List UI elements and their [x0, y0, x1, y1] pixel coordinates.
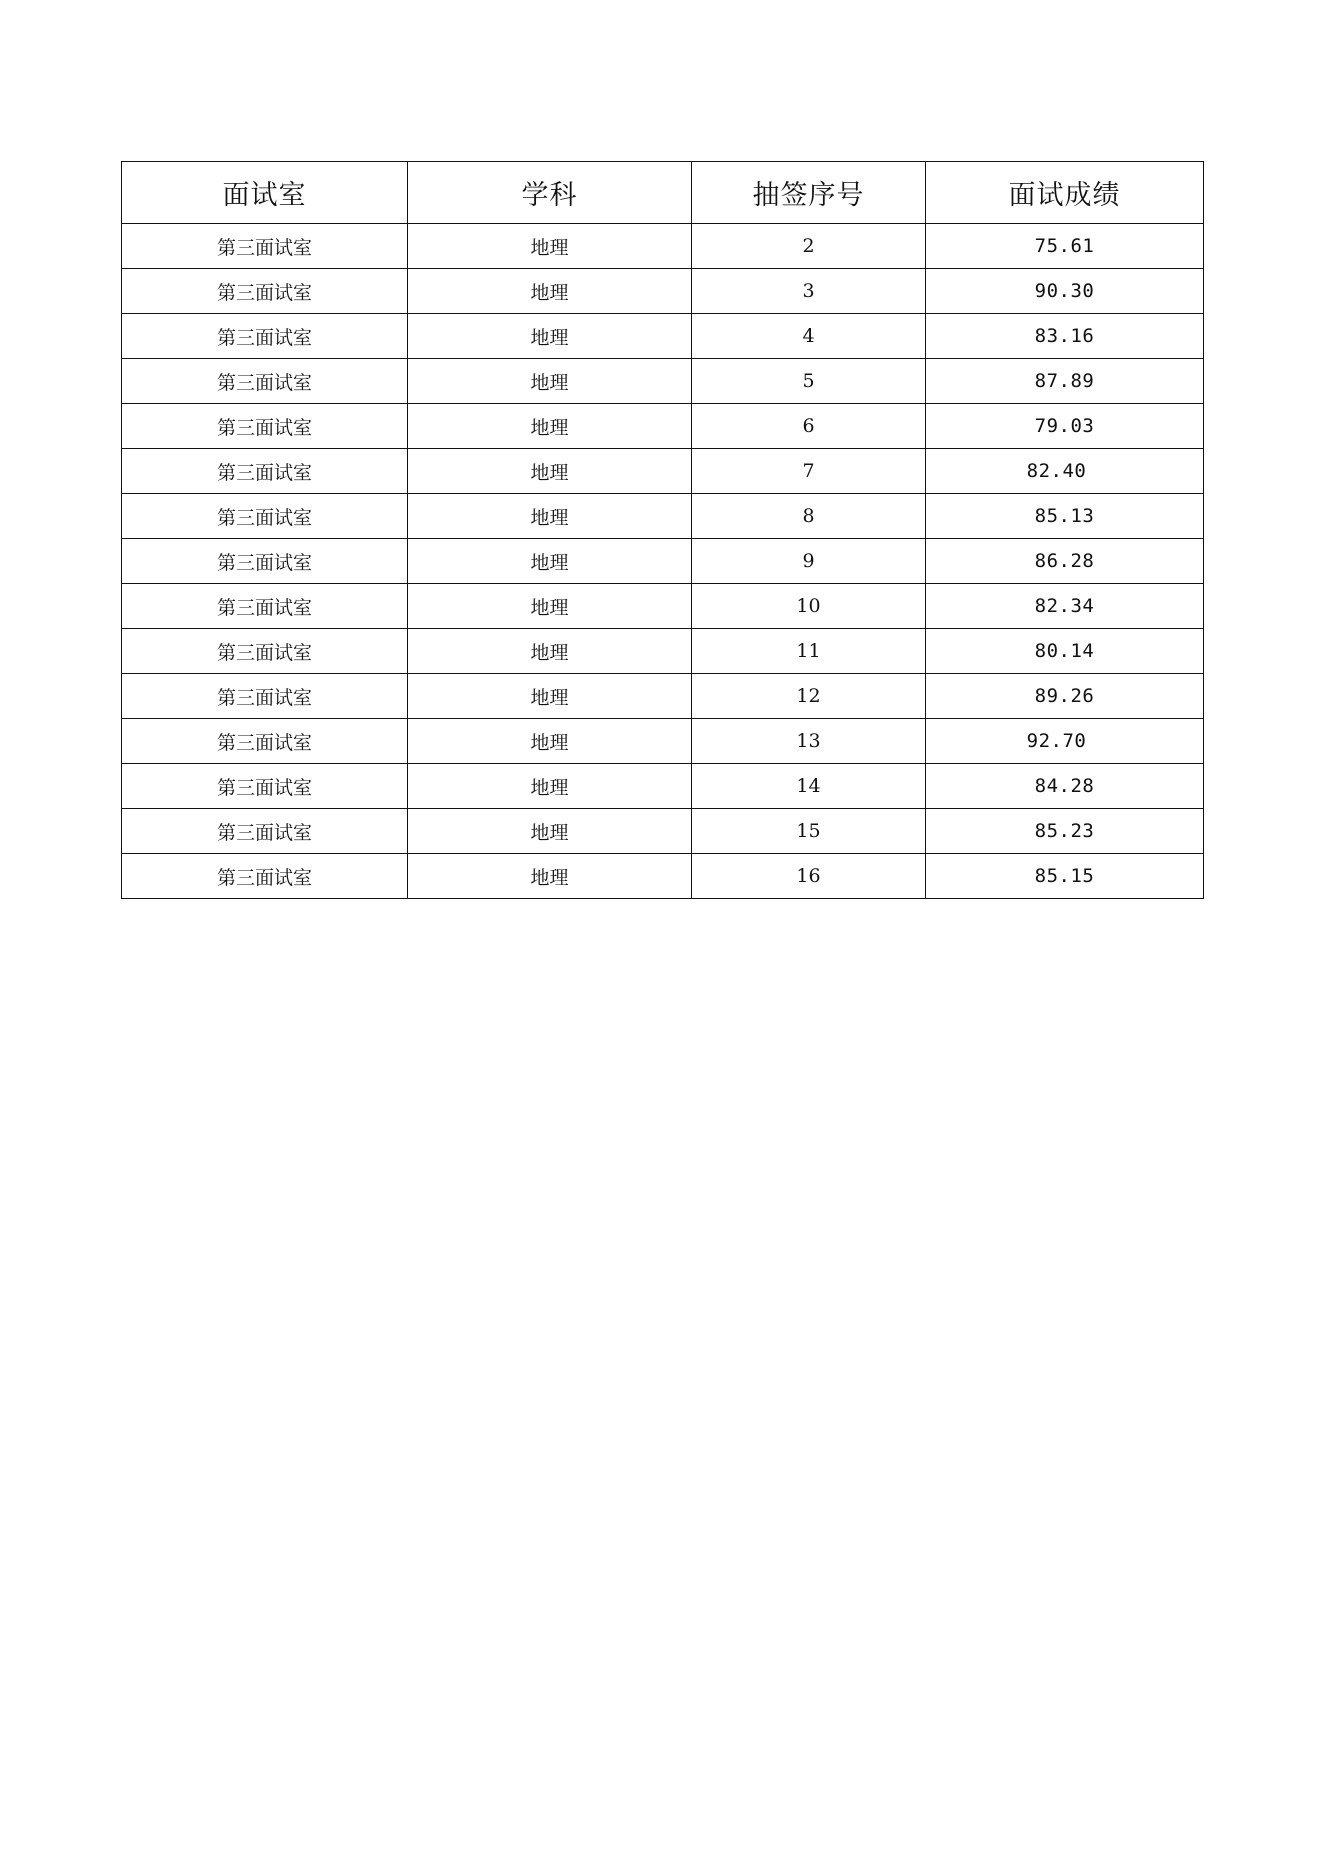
cell-room: 第三面试室 [122, 224, 408, 269]
table-row [122, 314, 1204, 359]
cell-draw-number: 5 [692, 359, 926, 404]
cell-room: 第三面试室 [122, 449, 408, 494]
table-row [122, 674, 1204, 719]
table-row [122, 539, 1204, 584]
cell-room: 第三面试室 [122, 674, 408, 719]
table-body [122, 224, 1204, 899]
cell-draw-number: 11 [692, 629, 926, 674]
score-value: 84.28 [1034, 775, 1095, 797]
cell-score [926, 764, 1204, 809]
cell-draw-number: 4 [692, 314, 926, 359]
cell-room: 第三面试室 [122, 539, 408, 584]
cell-subject: 地理 [408, 854, 692, 899]
cell-score [926, 359, 1204, 404]
cell-room: 第三面试室 [122, 359, 408, 404]
score-value: 82.40 [1026, 460, 1087, 482]
cell-room: 第三面试室 [122, 719, 408, 764]
cell-subject: 地理 [408, 809, 692, 854]
score-value: 90.30 [1034, 280, 1095, 302]
cell-subject: 地理 [408, 629, 692, 674]
cell-subject: 地理 [408, 314, 692, 359]
header-row [122, 162, 1204, 224]
header-score: 面试成绩 [926, 162, 1204, 224]
cell-score [926, 269, 1204, 314]
cell-score [926, 719, 1204, 764]
cell-subject: 地理 [408, 449, 692, 494]
cell-draw-number: 7 [692, 449, 926, 494]
cell-subject: 地理 [408, 674, 692, 719]
table-row [122, 809, 1204, 854]
cell-room: 第三面试室 [122, 764, 408, 809]
table-row [122, 854, 1204, 899]
cell-score [926, 449, 1204, 494]
header-room: 面试室 [122, 162, 408, 224]
cell-room: 第三面试室 [122, 314, 408, 359]
score-value: 75.61 [1034, 235, 1095, 257]
score-value: 83.16 [1034, 325, 1095, 347]
table-row [122, 359, 1204, 404]
table-row [122, 269, 1204, 314]
cell-subject: 地理 [408, 404, 692, 449]
cell-room: 第三面试室 [122, 494, 408, 539]
cell-subject: 地理 [408, 584, 692, 629]
table-row [122, 584, 1204, 629]
score-value: 80.14 [1034, 640, 1095, 662]
table-header [122, 162, 1204, 224]
score-value: 79.03 [1034, 415, 1095, 437]
cell-subject: 地理 [408, 494, 692, 539]
cell-draw-number: 14 [692, 764, 926, 809]
table-row [122, 404, 1204, 449]
score-value: 87.89 [1034, 370, 1095, 392]
cell-room: 第三面试室 [122, 584, 408, 629]
cell-draw-number: 15 [692, 809, 926, 854]
table-row [122, 629, 1204, 674]
header-subject: 学科 [408, 162, 692, 224]
cell-draw-number: 2 [692, 224, 926, 269]
score-value: 85.15 [1034, 865, 1095, 887]
cell-subject: 地理 [408, 764, 692, 809]
cell-draw-number: 3 [692, 269, 926, 314]
cell-subject: 地理 [408, 224, 692, 269]
score-value: 82.34 [1034, 595, 1095, 617]
score-value: 85.13 [1034, 505, 1095, 527]
cell-room: 第三面试室 [122, 809, 408, 854]
score-value: 85.23 [1034, 820, 1095, 842]
table-row [122, 494, 1204, 539]
cell-subject: 地理 [408, 359, 692, 404]
cell-subject: 地理 [408, 539, 692, 584]
table-row [122, 449, 1204, 494]
cell-score [926, 494, 1204, 539]
cell-subject: 地理 [408, 269, 692, 314]
cell-score [926, 809, 1204, 854]
score-value: 92.70 [1026, 730, 1087, 752]
cell-room: 第三面试室 [122, 404, 408, 449]
header-draw-number: 抽签序号 [692, 162, 926, 224]
score-value: 86.28 [1034, 550, 1095, 572]
interview-score-table [121, 161, 1204, 899]
cell-draw-number: 16 [692, 854, 926, 899]
cell-draw-number: 9 [692, 539, 926, 584]
cell-draw-number: 8 [692, 494, 926, 539]
cell-score [926, 539, 1204, 584]
cell-score [926, 854, 1204, 899]
table-row [122, 224, 1204, 269]
cell-score [926, 224, 1204, 269]
table-row [122, 719, 1204, 764]
cell-draw-number: 12 [692, 674, 926, 719]
cell-score [926, 674, 1204, 719]
cell-draw-number: 10 [692, 584, 926, 629]
table-row [122, 764, 1204, 809]
cell-score [926, 314, 1204, 359]
cell-subject: 地理 [408, 719, 692, 764]
cell-score [926, 584, 1204, 629]
cell-room: 第三面试室 [122, 629, 408, 674]
cell-draw-number: 13 [692, 719, 926, 764]
cell-room: 第三面试室 [122, 269, 408, 314]
cell-draw-number: 6 [692, 404, 926, 449]
score-value: 89.26 [1034, 685, 1095, 707]
cell-score [926, 404, 1204, 449]
cell-score [926, 629, 1204, 674]
cell-room: 第三面试室 [122, 854, 408, 899]
